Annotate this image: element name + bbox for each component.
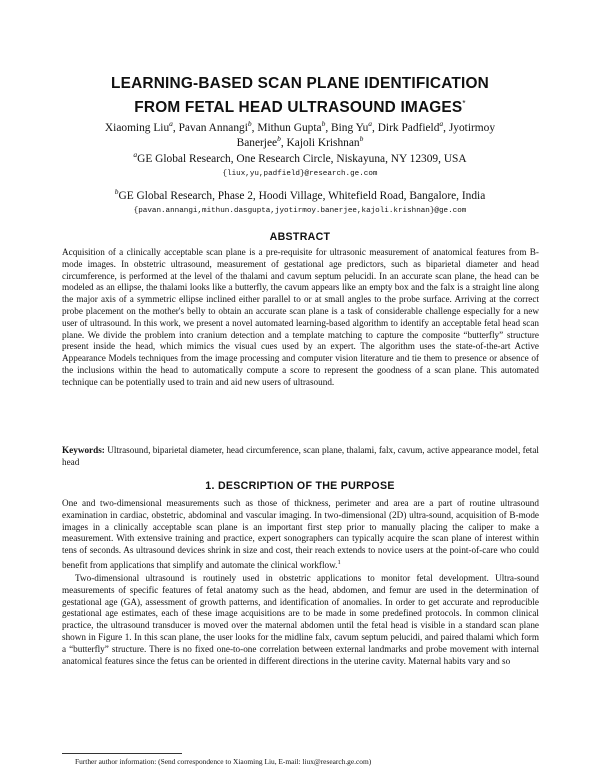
abstract-heading: ABSTRACT — [269, 231, 331, 243]
author-name: , Dirk Padfield — [372, 122, 440, 134]
author-list — [60, 121, 540, 151]
author-name: , Kajoli Krishnan — [280, 137, 360, 149]
abstract-text: Acquisition of a clinically acceptable scan plane is a pre-requisite for ultrasonic measurement of anatomical features from B-mode images. In obstetric ultrasound, measurement of gestational age predictors, such as biparietal diameter and head circumference, is performed at the level of the thalami and cavum septum pelucidi. In an accurate scan plane, the head can be modeled as an ellipse, the thalami looks like a butterfly, the cavum appears like an empty box and the falx is a straight line along the major axis of a symmetric ellipse inclined either parallel to or at small angles to the probe surface. Arriving at the correct probe placement on the mother's belly to obtain an accurate scan plane is a task of considerable challenge especially for a new user of ultrasound. In this work, we present a novel automated learning-based algorithm to identify an acceptable fetal head scan plane. We divide the problem into cranium detection and a template matching to capture the composite “butterfly” structure present inside the head, which mimics the visual cues used by an expert. The algorithm uses the state-of-the-art Active Appearance Models techniques from the image processing and computer vision literature and tie them to presence or absence of the inclusions within the head to automatically compute a score to represent the goodness of a scan plane. This automated technique can be potentially used to train and aid new users of ultrasound. — [62, 247, 539, 387]
author-affiliation-mark: b — [247, 119, 252, 129]
author-affiliation-mark: b — [321, 119, 326, 129]
title-line-2 — [40, 94, 560, 118]
author-name: , Jyotirmoy — [443, 122, 496, 134]
affiliation-mark: b — [114, 187, 119, 197]
keywords-label: Keywords: — [62, 445, 105, 455]
section-1-paragraph-1 — [62, 498, 539, 572]
author-affiliation-mark: a — [368, 119, 373, 129]
author-name: , Pavan Annangi — [172, 122, 248, 134]
footnote-rule — [62, 753, 182, 754]
footnote-ref: 1 — [337, 558, 341, 566]
affiliation-a-emails: {liux,yu,padfield}@research.ge.com — [222, 170, 378, 178]
author-affiliation-mark: b — [359, 134, 364, 144]
title-line-2-text: FROM FETAL HEAD ULTRASOUND IMAGES — [134, 99, 463, 117]
author-affiliation-mark: a — [169, 119, 173, 129]
affiliation-b-emails: {pavan.annangi,mithun.dasgupta,jyotirmoy.banerjee,kajoli.krishnan}@ge.com — [133, 207, 467, 215]
author-name: Banerjee — [236, 137, 278, 149]
keywords — [62, 445, 539, 469]
paragraph-text: One and two-dimensional measurements such as those of thickness, perimeter and area are a part of routine ultrasound examination in cardiac, obstetric, abdominal and vascular imaging. In two-dimensional (2D) ultra-sound, acquisition of B-mode images in a clinically acceptable scan plane is an important first step prior to manually placing the caliper to make a measurement. With extensive training and practice, expert sonographers can typically acquire the scan plane of interest within tens of seconds. As ultrasound devices shrink in size and cost, their reach extends to novice users at the point-of-care who could benefit from applications that simplify and automate the clinical workflow. — [62, 498, 539, 571]
affiliation-text: GE Global Research, One Research Circle, Niskayuna, NY 12309, USA — [137, 153, 467, 165]
affiliation-a — [50, 152, 550, 167]
title-footnote-mark: * — [462, 99, 466, 108]
section-1-heading: 1. DESCRIPTION OF THE PURPOSE — [205, 480, 395, 492]
author-name: Xiaoming Liu — [104, 122, 170, 134]
affiliation-text: GE Global Research, Phase 2, Hoodi Village, Whitefield Road, Bangalore, India — [118, 190, 486, 202]
author-name: , Bing Yu — [325, 122, 369, 134]
footnote — [62, 757, 539, 767]
author-name: , Mithun Gupta — [251, 122, 322, 134]
affiliation-b — [50, 189, 550, 204]
author-affiliation-mark: a — [439, 119, 444, 129]
footnote-text: Further author information: (Send correspondence to Xiaoming Liu, E-mail: liux@research.ge.com) — [75, 757, 372, 766]
keywords-text: Ultrasound, biparietal diameter, head circumference, scan plane, thalami, falx, cavum, active appearance model, fetal head — [62, 445, 539, 467]
section-1-paragraph-2: Two-dimensional ultrasound is routinely used in obstetric applications to monitor fetal development. Ultra-sound measurements of specific features of fetal anatomy such as the head, abdomen, and femur are used in the determination of gestational age (GA), assessment of growth patterns, and identification of anomalies. In order to get accurate and reproducible gestational age estimates, each of these image acquisitions are to be made in some predefined protocols. In common clinical practice, the ultrasound transducer is moved over the maternal abdomen until the fetal head is visible in a standard scan plane shown in Figure 1. In this scan plane, the user looks for the midline falx, cavum septum pelucidi, and paired thalami which form a “butterfly” structure. There is no fixed one-to-one correlation between external landmarks and probe movement with internal anatomical features since the fetus can be oriented in different directions in the uterine cavity. Maternal habits vary and so — [62, 573, 539, 666]
title-line-1: LEARNING-BASED SCAN PLANE IDENTIFICATION — [111, 75, 489, 92]
author-affiliation-mark: b — [277, 134, 281, 144]
affiliation-mark: a — [133, 150, 138, 160]
paper-title — [40, 74, 560, 118]
